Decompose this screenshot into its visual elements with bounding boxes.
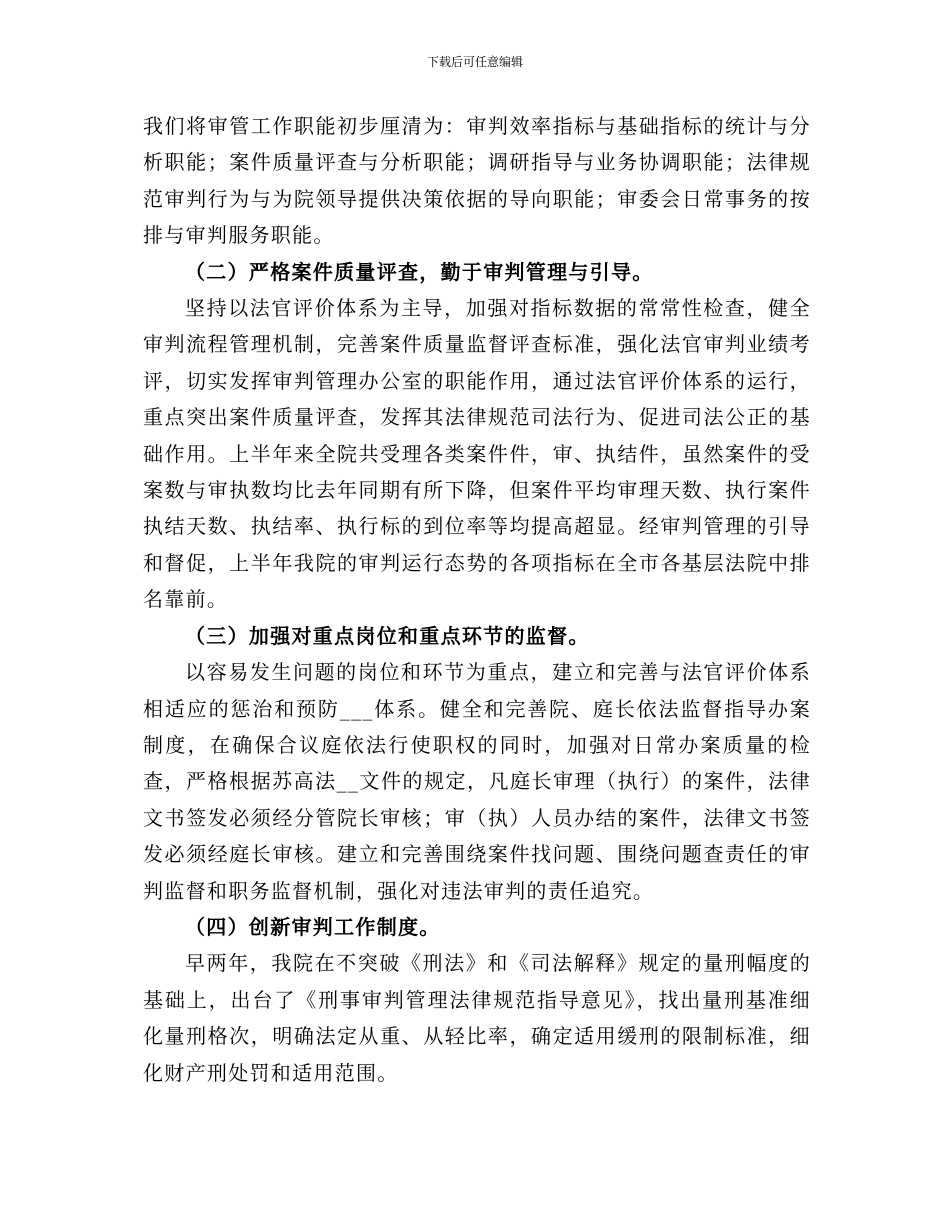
page-header: 下载后可任意编辑 <box>426 55 523 69</box>
section-heading-2: （二）严格案件质量评查，勤于审判管理与引导。 <box>185 259 654 284</box>
paragraph-4: 早两年，我院在不突破《刑法》和《司法解释》规定的量刑幅度的基础上，出台了《刑事审判管理法律规范指导意见》，找出量刑基准细化量刑格次，明确法定从重、从轻比率，确定适用缓刑的限制标准，细化财产刑处罚和适用范围。 <box>143 951 811 1085</box>
paragraph-3: 以容易发生问题的岗位和环节为重点，建立和完善与法官评价体系相适应的惩治和预防___体系。健全和完善院、庭长依法监督指导办案制度，在确保合议庭依法行使职权的同时，加强对日常办案质量的检查，严格根据苏高法__文件的规定，凡庭长审理（执行）的案件，法律文书签发必须经分管院长审核；审（执）人员办结的案件，法律文书签发必须经庭长审核。建立和完善围绕案件找问题、围绕问题查责任的审判监督和职务监督机制，强化对违法审判的责任追究。 <box>143 660 811 903</box>
document-body <box>143 108 811 1091</box>
paragraph-1: 我们将审管工作职能初步厘清为：审判效率指标与基础指标的统计与分析职能；案件质量评查与分析职能；调研指导与业务协调职能；法律规范审判行为与为院领导提供决策依据的导向职能；审委会日常事务的按排与审判服务职能。 <box>143 114 811 248</box>
paragraph-2: 坚持以法官评价体系为主导，加强对指标数据的常常性检查，健全审判流程管理机制，完善案件质量监督评查标准，强化法官审判业绩考评，切实发挥审判管理办公室的职能作用，通过法官评价体系的运行，重点突出案件质量评查，发挥其法律规范司法行为、促进司法公正的基础作用。上半年来全院共受理各类案件件，审、执结件，虽然案件的受案数与审执数均比去年同期有所下降，但案件平均审理天数、执行案件执结天数、执结率、执行标的到位率等均提高超显。经审判管理的引导和督促，上半年我院的审判运行态势的各项指标在全市各基层法院中排名靠前。 <box>143 296 811 612</box>
section-heading-4: （四）创新审判工作制度。 <box>185 914 441 939</box>
section-heading-3: （三）加强对重点岗位和重点环节的监督。 <box>185 623 590 648</box>
